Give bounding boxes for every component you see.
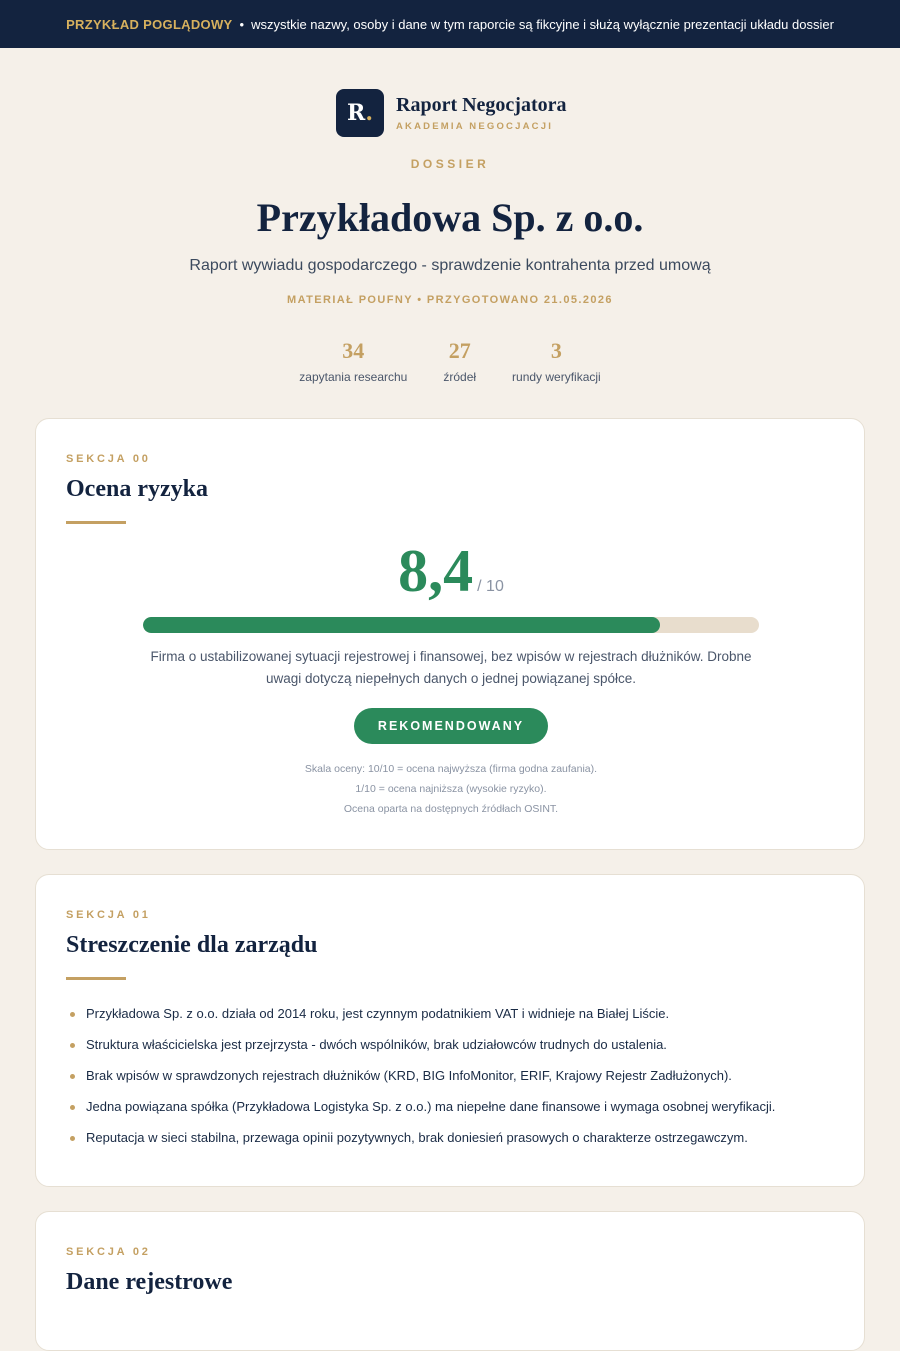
brand-logo-icon bbox=[336, 89, 384, 137]
stats-row bbox=[0, 340, 900, 384]
logo-letter: R bbox=[347, 100, 366, 126]
risk-description: Firma o ustabilizowanej sytuacji rejestrowej i finansowej, bez wpisów w rejestrach dłużników. Drobne uwagi dotyczą niepełnych danych o jednej powiązanej spółce. bbox=[150, 649, 752, 686]
list-item: Brak wpisów w sprawdzonych rejestrach dłużników (KRD, BIG InfoMonitor, ERIF, Krajowy Rejestr Zadłużonych). bbox=[66, 1067, 846, 1098]
stat-value: 27 bbox=[448, 338, 471, 363]
section-kicker: SEKCJA 01 bbox=[66, 909, 151, 921]
demo-tag: PRZYKŁAD POGLĄDOWY bbox=[66, 16, 233, 32]
demo-notice: wszystkie nazwy, osoby i dane w tym raporcie są fikcyjne i służą wyłącznie prezentacji układu dossier bbox=[251, 16, 834, 32]
summary-list bbox=[66, 1005, 846, 1160]
stat-label: zapytania researchu bbox=[299, 370, 408, 384]
risk-score-bar bbox=[143, 617, 759, 633]
section-divider bbox=[66, 977, 126, 980]
risk-assessment-card bbox=[35, 418, 865, 850]
list-item: Przykładowa Sp. z o.o. działa od 2014 roku, jest czynnym podatnikiem VAT i widnieje na Białej Liście. bbox=[66, 1005, 846, 1036]
brand-header bbox=[336, 89, 567, 137]
stat-rounds bbox=[512, 340, 601, 384]
scale-note-line: Skala oceny: 10/10 = ocena najwyższa (firma godna zaufania). bbox=[304, 763, 598, 775]
logo-dot: . bbox=[365, 100, 373, 126]
brand-subtitle: AKADEMIA NEGOCJACJI bbox=[396, 120, 554, 132]
scale-note-line: 1/10 = ocena najniższa (wysokie ryzyko). bbox=[355, 783, 547, 795]
section-title: Dane rejestrowe bbox=[66, 1269, 233, 1295]
report-meta: MATERIAŁ POUFNY • PRZYGOTOWANO 21.05.2026 bbox=[287, 294, 613, 306]
banner-separator: • bbox=[239, 16, 245, 32]
stat-sources bbox=[443, 340, 476, 384]
section-title: Ocena ryzyka bbox=[66, 476, 208, 502]
stat-label: rundy weryfikacji bbox=[512, 370, 601, 384]
dossier-kicker: DOSSIER bbox=[410, 157, 490, 171]
list-item: Struktura właścicielska jest przejrzysta - dwóch wspólników, brak udziałowców trudnych do ustalenia. bbox=[66, 1036, 846, 1067]
scale-note-line: Ocena oparta na dostępnych źródłach OSINT. bbox=[343, 803, 559, 815]
stat-value: 3 bbox=[550, 338, 562, 363]
stat-label: źródeł bbox=[443, 370, 477, 384]
list-item: Jedna powiązana spółka (Przykładowa Logistyka Sp. z o.o.) ma niepełne dane finansowe i wymaga osobnej weryfikacji. bbox=[66, 1098, 846, 1129]
risk-score bbox=[36, 538, 866, 604]
page-title: Przykładowa Sp. z o.o. bbox=[256, 195, 644, 240]
scale-note bbox=[36, 759, 866, 819]
section-kicker: SEKCJA 00 bbox=[66, 453, 151, 465]
section-divider bbox=[66, 521, 126, 524]
stat-value: 34 bbox=[342, 338, 365, 363]
recommendation-badge: REKOMENDOWANY bbox=[354, 708, 548, 744]
list-item: Reputacja w sieci stabilna, przewaga opinii pozytywnych, brak doniesień prasowych o charakterze ostrzegawczym. bbox=[66, 1129, 846, 1160]
page-subtitle: Raport wywiadu gospodarczego - sprawdzenie kontrahenta przed umową bbox=[189, 257, 711, 274]
registry-data-card bbox=[35, 1211, 865, 1351]
brand-name: Raport Negocjatora bbox=[396, 93, 567, 116]
risk-score-value: 8,4 bbox=[398, 538, 474, 604]
executive-summary-card bbox=[35, 874, 865, 1187]
section-kicker: SEKCJA 02 bbox=[66, 1246, 151, 1258]
section-title: Streszczenie dla zarządu bbox=[66, 932, 318, 958]
demo-banner bbox=[0, 0, 900, 48]
risk-score-bar-fill bbox=[143, 617, 660, 633]
risk-score-max: / 10 bbox=[477, 578, 504, 595]
stat-queries bbox=[299, 340, 407, 384]
